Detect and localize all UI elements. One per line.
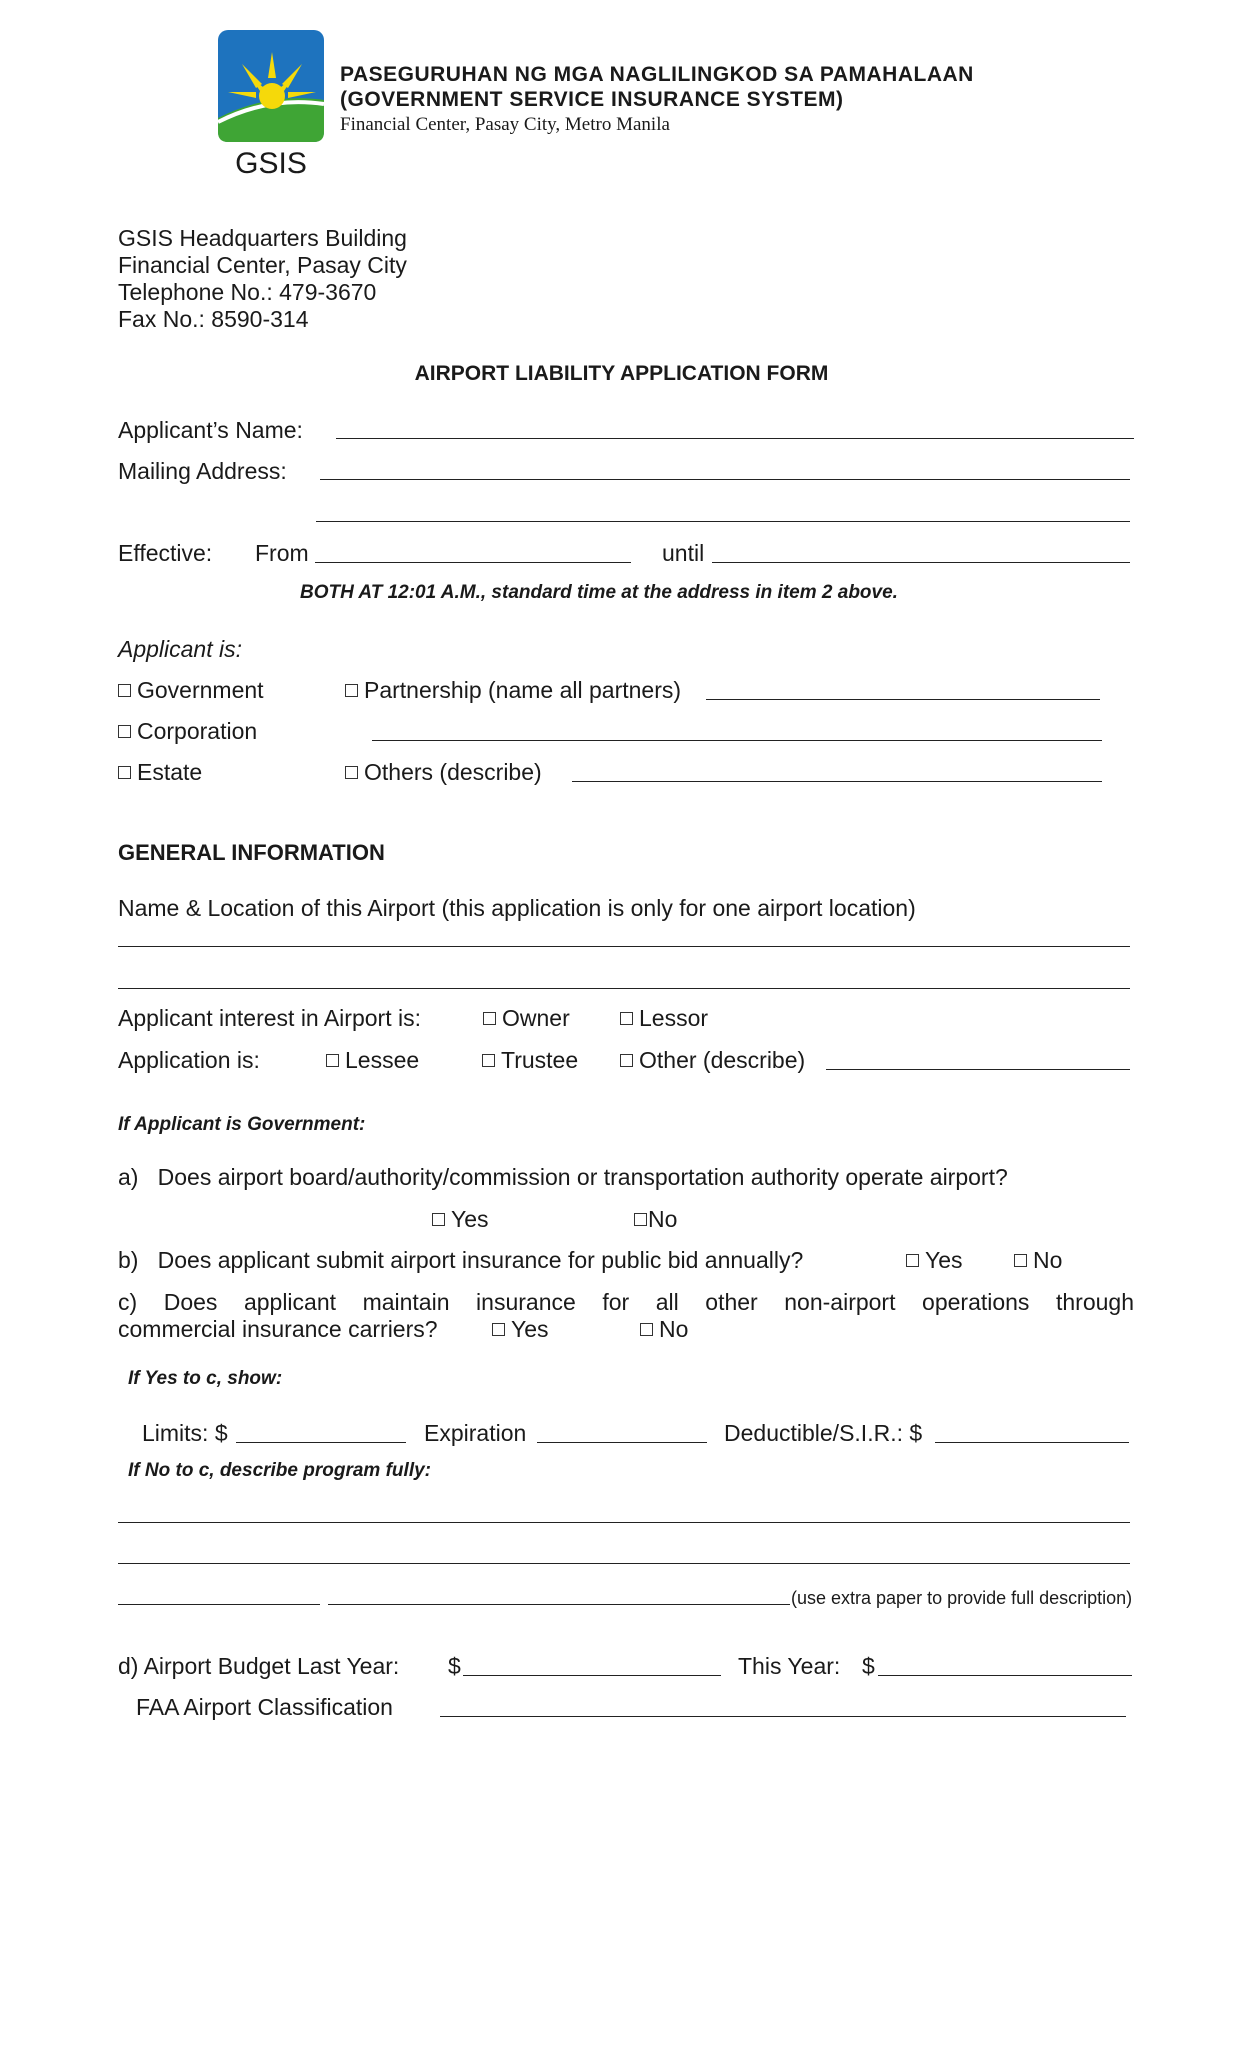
government-heading: If Applicant is Government: [118, 1114, 366, 1135]
checkbox-icon [118, 684, 131, 697]
option-label: No [1033, 1247, 1063, 1273]
checkbox-icon [634, 1213, 647, 1226]
checkbox-icon [620, 1054, 633, 1067]
budget-last-dollar: $ [448, 1653, 461, 1679]
until-label: until [662, 540, 705, 566]
option-estate[interactable] [118, 758, 202, 786]
org-name-line2: (GOVERNMENT SERVICE INSURANCE SYSTEM) [340, 88, 844, 111]
option-label: No [659, 1316, 689, 1342]
application-is-label: Application is: [118, 1047, 260, 1073]
airport-name-field-2[interactable] [118, 988, 1130, 989]
mailing-address-field-2[interactable] [316, 521, 1130, 522]
gsis-logo [214, 30, 328, 180]
program-field-1[interactable] [118, 1522, 1130, 1523]
general-info-heading: GENERAL INFORMATION [118, 840, 385, 865]
option-label: No [648, 1206, 678, 1232]
org-name-line1: PASEGURUHAN NG MGA NAGLILINGKOD SA PAMAHALAAN [340, 63, 974, 86]
checkbox-icon [432, 1213, 445, 1226]
checkbox-icon [326, 1054, 339, 1067]
checkbox-icon [345, 684, 358, 697]
logo-text: GSIS [235, 147, 307, 180]
mailing-address-label: Mailing Address: [118, 458, 287, 484]
this-year-label: This Year: [738, 1653, 841, 1679]
option-label: Owner [502, 1005, 570, 1031]
address-line2: Financial Center, Pasay City [118, 252, 407, 278]
option-owner[interactable] [483, 1004, 570, 1032]
deductible-label: Deductible/S.I.R.: $ [724, 1420, 923, 1446]
option-trustee[interactable] [482, 1046, 578, 1074]
partnership-field[interactable] [706, 699, 1100, 700]
address-fax: Fax No.: 8590-314 [118, 306, 309, 332]
option-label: Yes [511, 1316, 549, 1342]
option-corporation[interactable] [118, 717, 257, 745]
this-year-dollar: $ [862, 1653, 875, 1679]
question-c-no[interactable] [640, 1315, 688, 1343]
effective-from-field[interactable] [315, 562, 631, 563]
effective-label: Effective: [118, 540, 213, 566]
org-address: Financial Center, Pasay City, Metro Manila [340, 114, 670, 135]
airport-name-field[interactable] [118, 946, 1130, 947]
limits-field[interactable] [236, 1442, 406, 1443]
question-a: a) Does airport board/authority/commission or transportation authority operate airport? [118, 1164, 1008, 1190]
checkbox-icon [118, 766, 131, 779]
question-c-line1: c) Does applicant maintain insurance for all other non-airport operations through [118, 1289, 1134, 1315]
form-title: AIRPORT LIABILITY APPLICATION FORM [414, 362, 829, 385]
option-partnership[interactable] [345, 676, 681, 704]
question-b-yes[interactable] [906, 1246, 963, 1274]
option-label: Estate [137, 759, 203, 785]
option-label: Others (describe) [364, 759, 542, 785]
limits-label: Limits: $ [142, 1420, 228, 1446]
question-b-no[interactable] [1014, 1246, 1062, 1274]
applicant-name-label: Applicant’s Name: [118, 417, 303, 443]
time-note: BOTH AT 12:01 A.M., standard time at the address in item 2 above. [300, 582, 898, 603]
option-label: Trustee [501, 1047, 579, 1073]
deductible-field[interactable] [935, 1442, 1129, 1443]
question-c-line2: commercial insurance carriers? [118, 1316, 438, 1342]
checkbox-icon [118, 725, 131, 738]
question-c-yes[interactable] [492, 1315, 549, 1343]
interest-label: Applicant interest in Airport is: [118, 1005, 421, 1031]
option-lessor[interactable] [620, 1004, 708, 1032]
option-label: Corporation [137, 718, 258, 744]
checkbox-icon [483, 1012, 496, 1025]
if-no-heading: If No to c, describe program fully: [128, 1460, 431, 1481]
option-other[interactable] [620, 1046, 805, 1074]
option-lessee[interactable] [326, 1046, 419, 1074]
question-a-yes[interactable] [432, 1205, 489, 1233]
option-label: Lessee [345, 1047, 420, 1073]
applicant-is-label: Applicant is: [118, 636, 243, 662]
checkbox-icon [345, 766, 358, 779]
effective-until-field[interactable] [712, 562, 1130, 563]
option-label: Other (describe) [639, 1047, 806, 1073]
address-line1: GSIS Headquarters Building [118, 225, 407, 251]
airport-name-label: Name & Location of this Airport (this application is only for one airport location) [118, 895, 916, 921]
question-a-no[interactable] [634, 1205, 677, 1233]
checkbox-icon [482, 1054, 495, 1067]
address-telephone: Telephone No.: 479-3670 [118, 279, 377, 305]
checkbox-icon [1014, 1254, 1027, 1267]
expiration-field[interactable] [537, 1442, 707, 1443]
program-field-3b[interactable] [328, 1604, 790, 1605]
option-label: Lessor [639, 1005, 709, 1031]
checkbox-icon [906, 1254, 919, 1267]
option-label: Yes [925, 1247, 963, 1273]
budget-last-year-field[interactable] [463, 1675, 721, 1676]
faa-classification-field[interactable] [440, 1716, 1126, 1717]
this-year-field[interactable] [878, 1675, 1132, 1676]
if-yes-heading: If Yes to c, show: [128, 1368, 283, 1389]
option-government[interactable] [118, 676, 264, 704]
program-field-3a[interactable] [118, 1604, 320, 1605]
option-label: Yes [451, 1206, 489, 1232]
others-field[interactable] [572, 781, 1102, 782]
option-others[interactable] [345, 758, 542, 786]
extra-paper-note: (use extra paper to provide full description) [791, 1588, 1133, 1608]
other-describe-field[interactable] [826, 1069, 1130, 1070]
applicant-name-field[interactable] [336, 438, 1134, 439]
expiration-label: Expiration [424, 1420, 527, 1446]
question-b: b) Does applicant submit airport insurance for public bid annually? [118, 1247, 804, 1273]
checkbox-icon [620, 1012, 633, 1025]
program-field-2[interactable] [118, 1563, 1130, 1564]
option-label: Government [137, 677, 264, 703]
mailing-address-field[interactable] [320, 479, 1130, 480]
option-label: Partnership (name all partners) [364, 677, 682, 703]
budget-last-year-label: d) Airport Budget Last Year: [118, 1653, 400, 1679]
checkbox-icon [640, 1323, 653, 1336]
from-label: From [255, 540, 309, 566]
partnership-field-2[interactable] [372, 740, 1102, 741]
checkbox-icon [492, 1323, 505, 1336]
gsis-logo-icon [214, 30, 328, 180]
faa-classification-label: FAA Airport Classification [136, 1694, 393, 1720]
